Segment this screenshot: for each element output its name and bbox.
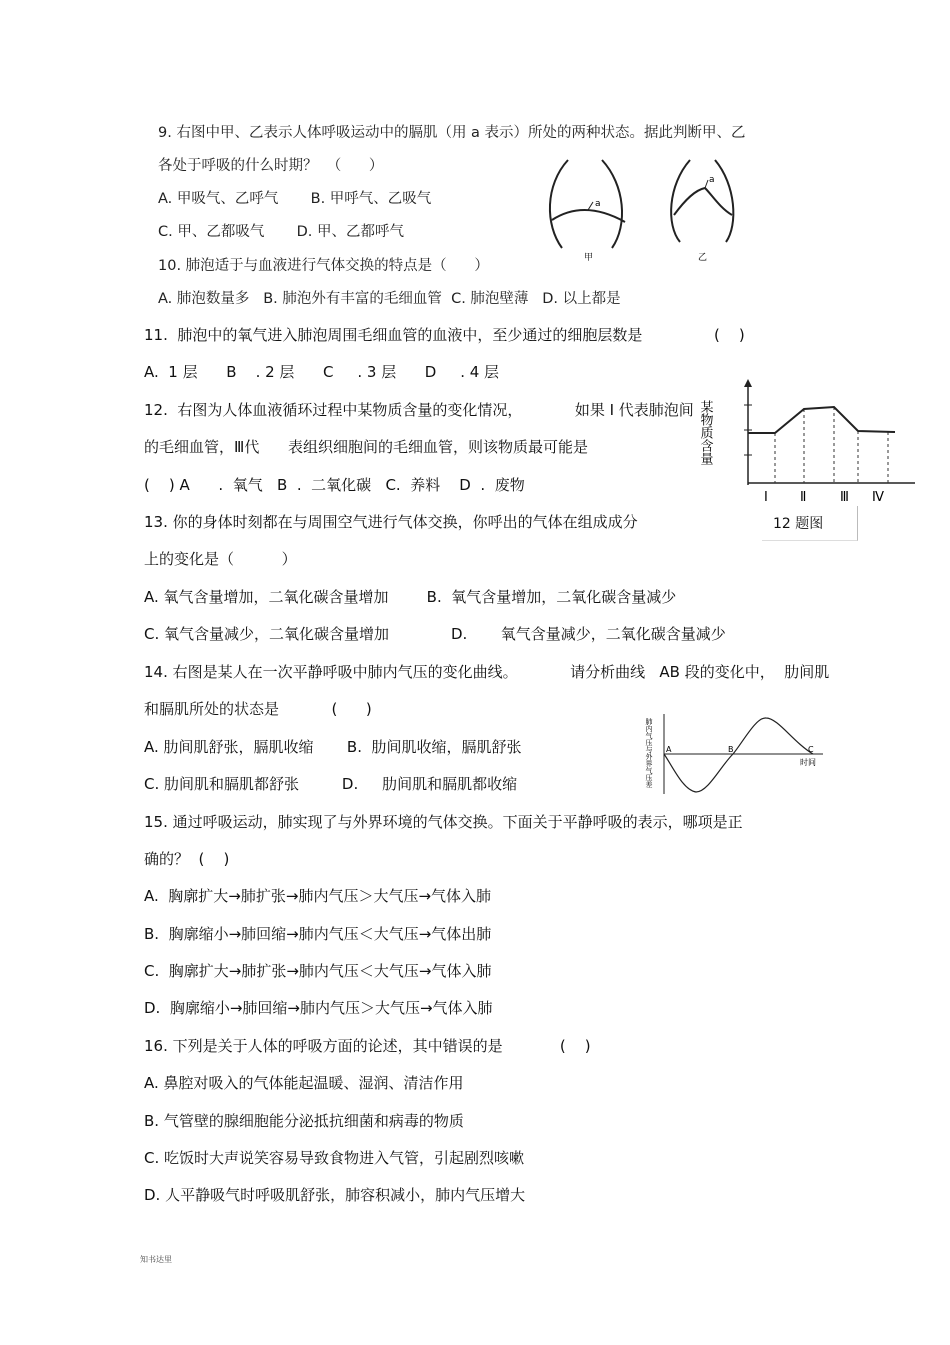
- q14-chart: [645, 712, 828, 797]
- q14-point-b: B: [728, 745, 734, 754]
- q14-y-label: 肺内气压与外界气压差: [645, 718, 653, 788]
- q16-option-d: D. 人平静吸气时呼吸肌舒张，肺容积减小，肺内气压增大: [144, 1186, 526, 1204]
- q16-stem: 16. 下列是关于人体的呼吸方面的论述，其中错误的是 ( ): [144, 1037, 591, 1055]
- page-footer: 知书达里: [140, 1255, 172, 1264]
- q14-point-c: C: [808, 745, 814, 754]
- q12-y-label: 某物质含量: [697, 400, 713, 465]
- q12-y-arrow: [744, 379, 752, 387]
- q15-stem-line1: 15. 通过呼吸运动，肺实现了与外界环境的气体交换。下面关于平静呼吸的表示，哪项是正: [144, 813, 743, 831]
- q12-stem-line1: 12. 右图为人体血液循环过程中某物质含量的变化情况， 如果 Ⅰ 代表肺泡间: [144, 401, 694, 419]
- q10-options: A. 肺泡数量多 B. 肺泡外有丰富的毛细血管 C. 肺泡壁薄 D. 以上都是: [158, 291, 621, 307]
- q12-options: ( ) A . 氧气 B . 二氧化碳 C. 养料 D . 废物: [144, 476, 525, 494]
- q13-stem-line1: 13. 你的身体时刻都在与周围空气进行气体交换，你呼出的气体在组成成分: [144, 513, 638, 531]
- q15-option-a: A. 胸廓扩大→肺扩张→肺内气压＞大气压→气体入肺: [144, 887, 492, 905]
- fig-label-a-jia: a: [595, 199, 601, 209]
- diaphragm-figure: [540, 150, 740, 265]
- q12-tick-1: Ⅰ: [764, 490, 768, 505]
- q16-option-b: B. 气管壁的腺细胞能分泌抵抗细菌和病毒的物质: [144, 1112, 464, 1130]
- fig-label-a-yi: a: [709, 175, 715, 185]
- q12-stem-line2: 的毛细血管，Ⅲ代 表组织细胞间的毛细血管，则该物质最可能是: [144, 438, 588, 456]
- fig-label-jia: 甲: [584, 253, 594, 263]
- q12-tick-2: Ⅱ: [800, 490, 807, 505]
- q12-tick-4: Ⅳ: [872, 490, 884, 505]
- q14-options-cd: C. 肋间肌和膈肌都舒张 D. 肋间肌和膈肌都收缩: [144, 775, 518, 793]
- q14-options-ab: A. 肋间肌舒张，膈肌收缩 B. 肋间肌收缩，膈肌舒张: [144, 738, 522, 756]
- q12-caption: 12 题图: [773, 516, 824, 532]
- q14-stem-line1: 14. 右图是某人在一次平静呼吸中肺内气压的变化曲线。 请分析曲线 AB 段的变化中， 肋间肌: [144, 663, 830, 681]
- q16-option-a: A. 鼻腔对吸入的气体能起温暖、湿润、清洁作用: [144, 1074, 464, 1092]
- q11-options: A. 1 层 B . 2 层 C . 3 层 D . 4 层: [144, 363, 500, 381]
- q12-series-line: [748, 407, 895, 433]
- q14-point-a: A: [666, 745, 672, 754]
- q14-x-label: 时间: [800, 758, 816, 767]
- q9-options-cd: C. 甲、乙都吸气 D. 甲、乙都呼气: [158, 224, 404, 240]
- q12-tick-3: Ⅲ: [840, 490, 849, 505]
- q13-options-cd: C. 氧气含量减少，二氧化碳含量增加 D. 氧气含量减少，二氧化碳含量减少: [144, 625, 726, 643]
- q15-option-d: D. 胸廓缩小→肺回缩→肺内气压＞大气压→气体入肺: [144, 999, 493, 1017]
- q15-stem-line2: 确的？ ( ): [144, 850, 230, 868]
- figure-jia: [550, 160, 625, 248]
- q9-stem-line1: 9. 右图中甲、乙表示人体呼吸运动中的膈肌（用 a 表示）所处的两种状态。据此判断甲、乙: [158, 125, 746, 141]
- q12-chart: [697, 375, 920, 510]
- q16-option-c: C. 吃饭时大声说笑容易导致食物进入气管，引起剧烈咳嗽: [144, 1149, 525, 1167]
- q14-stem-line2: 和膈肌所处的状态是 ( ): [144, 700, 372, 718]
- q13-stem-line2: 上的变化是（ ）: [144, 550, 297, 568]
- q14-pressure-curve: [664, 718, 813, 792]
- q11-stem: 11. 肺泡中的氧气进入肺泡周围毛细血管的血液中，至少通过的细胞层数是: [144, 326, 643, 344]
- figure-yi: [671, 160, 733, 242]
- q10-stem: 10. 肺泡适于与血液进行气体交换的特点是（ ）: [158, 258, 489, 274]
- q13-options-ab: A. 氧气含量增加，二氧化碳含量增加 B. 氧气含量增加，二氧化碳含量减少: [144, 588, 677, 606]
- fig-label-yi: 乙: [698, 253, 708, 263]
- q9-stem-line2: 各处于呼吸的什么时期？ （ ）: [158, 158, 384, 174]
- q15-option-b: B. 胸廓缩小→肺回缩→肺内气压＜大气压→气体出肺: [144, 925, 492, 943]
- q9-options-ab: A. 甲吸气、乙呼气 B. 甲呼气、乙吸气: [158, 191, 432, 207]
- q15-option-c: C. 胸廓扩大→肺扩张→肺内气压＜大气压→气体入肺: [144, 962, 492, 980]
- q11-paren: ( ): [714, 326, 745, 344]
